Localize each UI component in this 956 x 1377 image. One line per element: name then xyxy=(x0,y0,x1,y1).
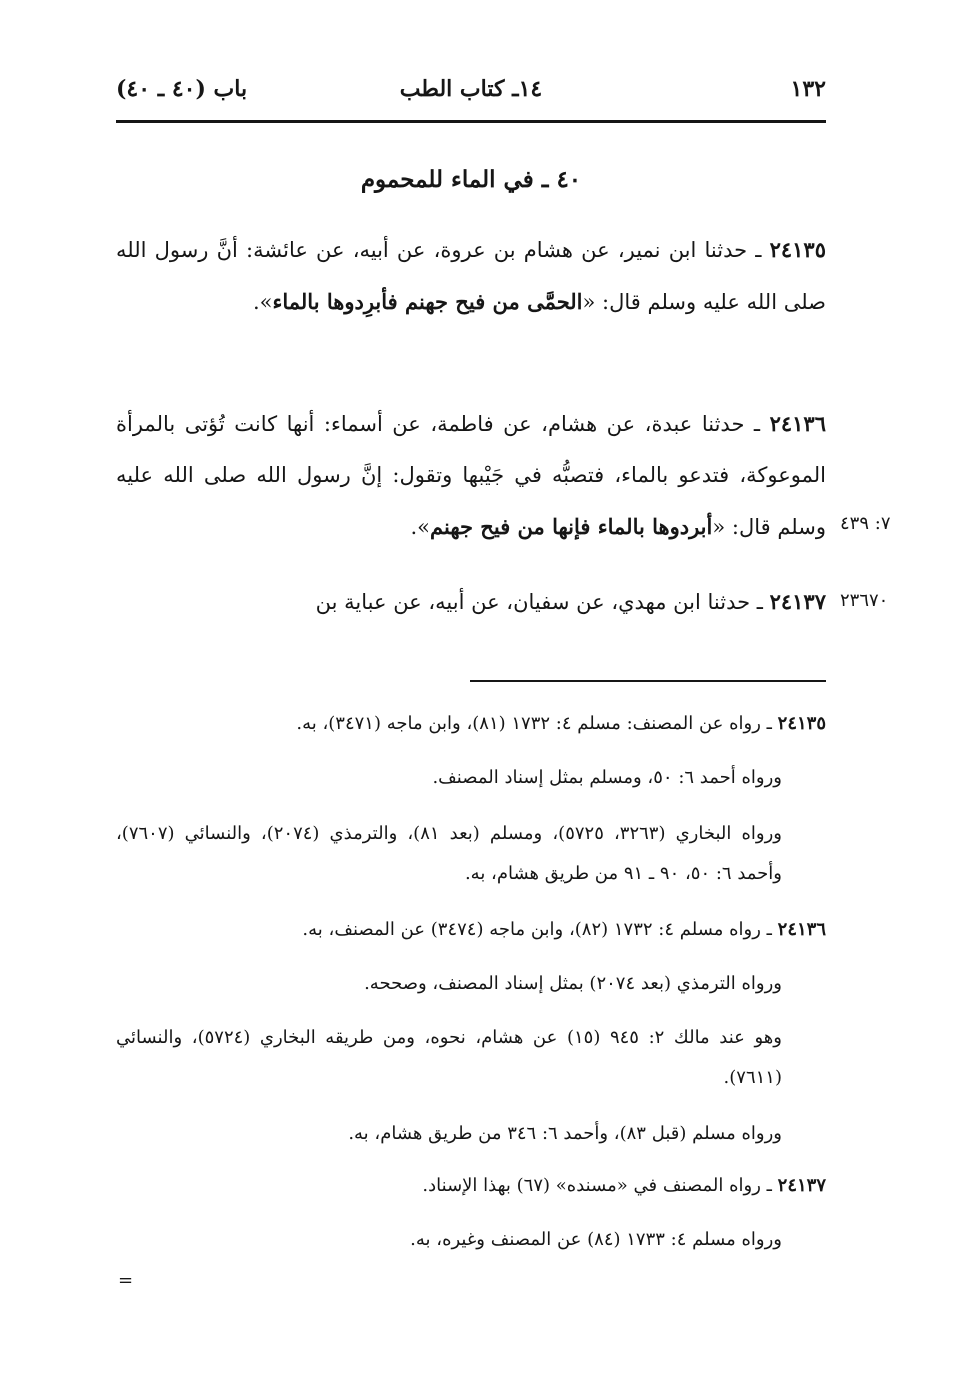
footnote xyxy=(116,1018,826,1098)
footnote xyxy=(116,964,826,1004)
margin-reference: ٢٣٦٧٠ xyxy=(840,590,889,611)
footnote-number: ٢٤١٣٧ xyxy=(777,1175,826,1196)
prophetic-quote: أبردوها بالماء فإنها من فيح جهنم xyxy=(430,514,713,539)
header-rule xyxy=(116,120,826,123)
prophetic-quote: الحمَّى من فيح جهنم فأبرِدوها بالماء xyxy=(272,289,583,314)
footnote xyxy=(116,814,826,894)
hadith-number: ٢٤١٣٥ xyxy=(769,237,826,262)
continuation-mark: = xyxy=(118,1270,134,1291)
hadith-24137 xyxy=(116,576,826,628)
footnote xyxy=(116,1114,826,1154)
footnote xyxy=(116,910,826,950)
footnote xyxy=(116,704,826,744)
section-title: ٤٠ ـ في الماء للمحموم xyxy=(360,166,582,193)
chapter-range: باب (٤٠ ـ ٤٠) xyxy=(116,76,248,102)
footnote xyxy=(116,1220,826,1260)
hadith-number: ٢٤١٣٦ xyxy=(769,411,826,436)
hadith-24136 xyxy=(116,398,826,553)
footnote xyxy=(116,758,826,798)
footnote-rule xyxy=(470,680,826,682)
book-title: ١٤ـ كتاب الطب xyxy=(399,76,543,102)
footnote-text: ـ رواه مسلم ٤: ١٧٣٢ (٨٢)، وابن ماجه (٣٤٧٤) عن المصنف، به. xyxy=(302,919,778,940)
footnote-text: ـ رواه عن المصنف: مسلم ٤: ١٧٣٢ (٨١)، وابن ماجه (٣٤٧١)، به. xyxy=(296,713,778,734)
footnote-text: وهو عند مالك ٢: ٩٤٥ (١٥) عن هشام، نحوه، ومن طريقه البخاري (٥٧٢٤)، والنسائي (٧٦١١). xyxy=(116,1027,782,1088)
footnote-number: ٢٤١٣٥ xyxy=(777,713,826,734)
running-header xyxy=(116,76,826,110)
hadith-number: ٢٤١٣٧ xyxy=(769,589,826,614)
hadith-text: ـ حدثنا ابن نمير، عن هشام بن عروة، عن أبيه، عن عائشة: أنَّ رسول الله صلى الله عليه وسلم قال: « xyxy=(116,238,826,314)
page-number: ١٣٢ xyxy=(790,76,826,102)
footnote-text: ورواه البخاري (٣٢٦٣، ٥٧٢٥)، ومسلم (بعد ٨١)، والترمذي (٢٠٧٤)، والنسائي (٧٦٠٧)، وأحمد ٦: ٥٠، ٩٠ ـ ٩١ من طريق هشام، به. xyxy=(116,823,782,884)
footnote-number: ٢٤١٣٦ xyxy=(777,919,826,940)
hadith-text: ـ حدثنا عبدة، عن هشام، عن فاطمة، عن أسماء: أنها كانت تُؤتى بالمرأة الموعوكة، فتدعو بالماء، فتصبُّه في جَيْبها وتقول: إنَّ رسول الله صلى الله عليه وسلم قال: « xyxy=(116,412,826,539)
hadith-text: ـ حدثنا ابن مهدي، عن سفيان، عن أبيه، عن عباية بن xyxy=(315,590,770,614)
hadith-text-end: ». xyxy=(252,290,273,314)
footnote xyxy=(116,1166,826,1206)
footnote-text: ورواه مسلم ٤: ١٧٣٣ (٨٤) عن المصنف وغيره، به. xyxy=(410,1229,782,1250)
hadith-24135 xyxy=(116,224,826,328)
footnote-text: ـ رواه المصنف في «مسنده» (٦٧) بهذا الإسناد. xyxy=(422,1175,778,1196)
hadith-text-end: ». xyxy=(410,515,431,539)
footnote-text: ورواه الترمذي (بعد ٢٠٧٤) بمثل إسناد المصنف، وصححه. xyxy=(364,973,782,994)
margin-reference: ٧: ٤٣٩ xyxy=(840,513,891,534)
footnote-text: ورواه أحمد ٦: ٥٠، ومسلم بمثل إسناد المصنف. xyxy=(432,767,782,788)
footnote-text: ورواه مسلم (قبل ٨٣)، وأحمد ٦: ٣٤٦ من طريق هشام، به. xyxy=(348,1123,782,1144)
